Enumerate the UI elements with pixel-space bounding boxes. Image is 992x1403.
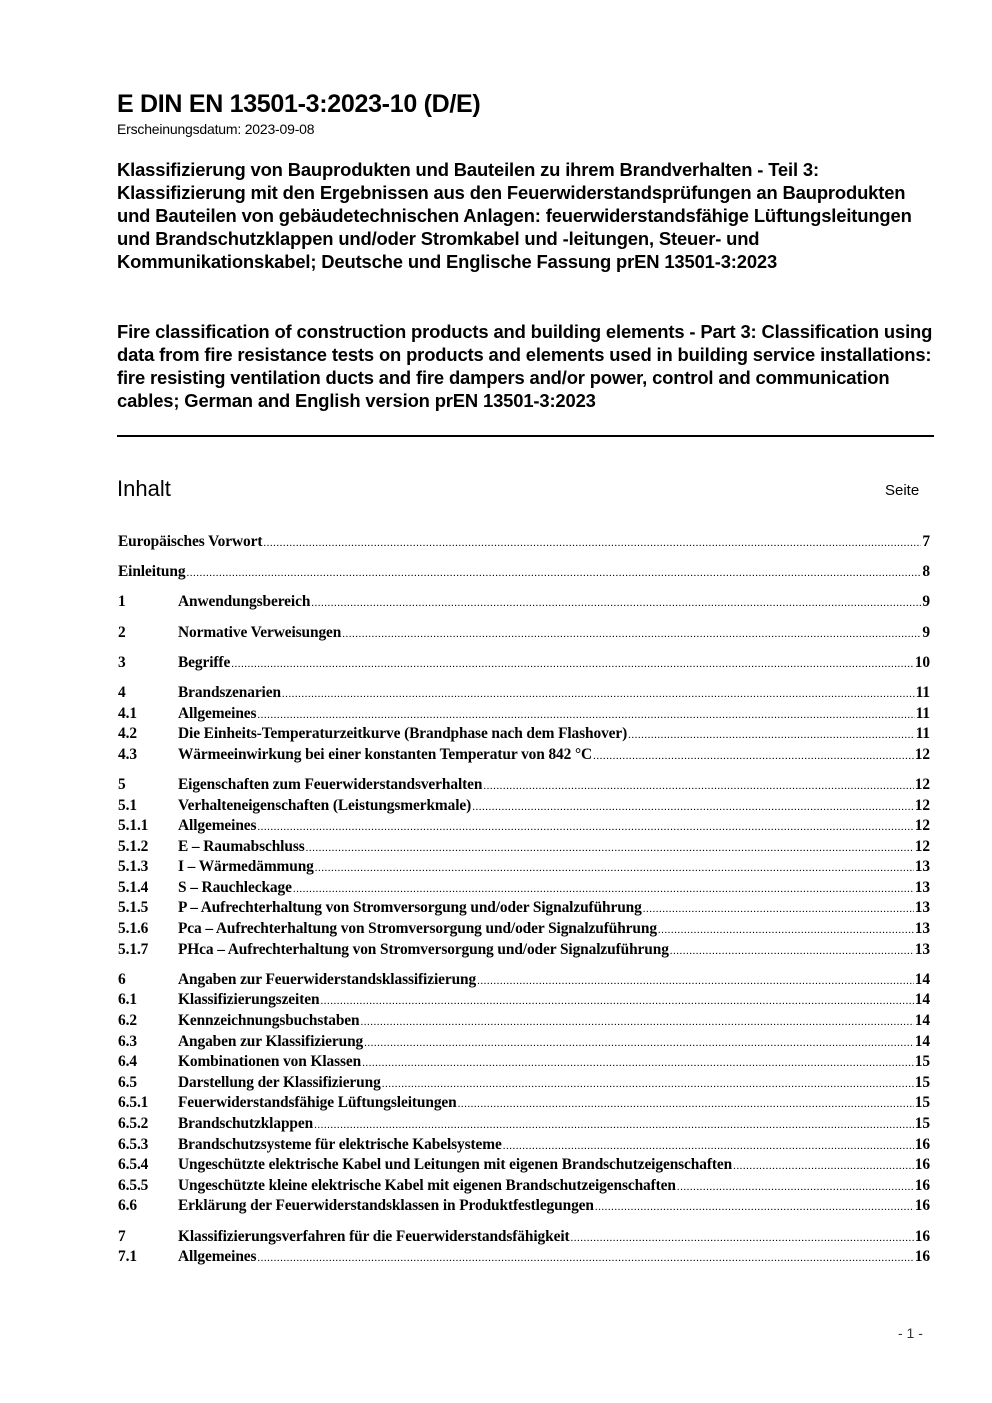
toc-dot-leader xyxy=(315,862,914,874)
toc-entry[interactable] xyxy=(118,1136,930,1157)
toc-dot-leader xyxy=(364,1037,914,1049)
toc-entry-number: 6.3 xyxy=(118,1032,137,1050)
toc-entry-number: 5 xyxy=(118,775,126,793)
toc-entry-number: 5.1.4 xyxy=(118,878,149,896)
toc-entry-label: Kennzeichnungsbuchstaben xyxy=(178,1012,360,1030)
title-divider xyxy=(117,435,934,437)
toc-entry-label: Europäisches Vorwort xyxy=(118,533,263,550)
toc-entry-number: 5.1.2 xyxy=(118,837,149,855)
toc-entry-page: 13 xyxy=(914,878,930,896)
toc-dot-leader xyxy=(503,1140,914,1152)
toc-dot-leader xyxy=(186,567,921,579)
table-of-contents xyxy=(118,533,930,1269)
toc-entry-label: Angaben zur Feuerwiderstandsklassifizierung xyxy=(178,970,477,988)
toc-entry-number: 4 xyxy=(118,683,126,701)
toc-entry-label: Die Einheits-Temperaturzeitkurve (Brandphase nach dem Flashover) xyxy=(178,725,628,743)
toc-entry-page: 12 xyxy=(914,817,930,835)
toc-heading: Inhalt xyxy=(117,476,171,501)
toc-entry-number: 6.5.3 xyxy=(118,1135,149,1153)
toc-entry[interactable] xyxy=(118,624,930,645)
toc-entry-number: 3 xyxy=(118,653,126,671)
toc-entry-label: Feuerwiderstandsfähige Lüftungsleitungen xyxy=(178,1094,457,1112)
toc-dot-leader xyxy=(257,1252,913,1264)
toc-entry-label: Allgemeines xyxy=(178,1248,257,1266)
toc-entry-number: 4.2 xyxy=(118,725,137,743)
toc-entry-label: PHca – Aufrechterhaltung von Stromversorgung und/oder Signalzuführung xyxy=(178,940,669,958)
toc-entry-page: 14 xyxy=(914,1012,930,1030)
toc-entry[interactable] xyxy=(118,705,930,726)
toc-entry-label: Verhalteneigenschaften (Leistungsmerkmale) xyxy=(178,796,472,814)
toc-entry-page: 11 xyxy=(915,725,930,743)
toc-entry-label: S – Rauchleckage xyxy=(178,878,292,896)
toc-dot-leader xyxy=(677,1181,914,1193)
toc-dot-leader xyxy=(342,628,921,640)
toc-dot-leader xyxy=(293,883,914,895)
toc-entry[interactable] xyxy=(118,1197,930,1218)
toc-entry-page: 16 xyxy=(914,1135,930,1153)
toc-entry-number: 5.1.1 xyxy=(118,817,149,835)
toc-entry-page: 16 xyxy=(914,1197,930,1215)
toc-entry-label: Allgemeines xyxy=(178,817,257,835)
toc-entry-page: 13 xyxy=(914,940,930,958)
toc-dot-leader xyxy=(571,1232,914,1244)
toc-entry-label: Eigenschaften zum Feuerwiderstandsverhalten xyxy=(178,775,483,793)
toc-entry[interactable] xyxy=(118,1094,930,1115)
toc-entry[interactable] xyxy=(118,1074,930,1095)
toc-entry-page: 12 xyxy=(914,796,930,814)
toc-entry-label: E – Raumabschluss xyxy=(178,837,305,855)
toc-entry[interactable] xyxy=(118,1228,930,1249)
toc-entry-page: 15 xyxy=(914,1053,930,1071)
toc-entry[interactable] xyxy=(118,654,930,675)
toc-entry-label: Pca – Aufrechterhaltung von Stromversorgung und/oder Signalzuführung xyxy=(178,920,657,938)
toc-dot-leader xyxy=(733,1160,914,1172)
toc-entry-page: 11 xyxy=(915,683,930,701)
toc-entry-number: 6.1 xyxy=(118,991,137,1009)
toc-entry[interactable] xyxy=(118,746,930,767)
toc-page-label: Seite xyxy=(885,482,920,499)
toc-dot-leader xyxy=(595,1201,914,1213)
toc-entry-number: 6.6 xyxy=(118,1197,137,1215)
toc-entry-number: 5.1 xyxy=(118,796,137,814)
document-id: E DIN EN 13501-3:2023-10 (D/E) xyxy=(117,90,481,118)
toc-dot-leader xyxy=(483,780,913,792)
toc-dot-leader xyxy=(360,1016,913,1028)
toc-entry[interactable] xyxy=(118,941,930,962)
toc-entry-number: 5.1.6 xyxy=(118,920,149,938)
toc-entry-page: 9 xyxy=(922,593,930,611)
toc-entry[interactable] xyxy=(118,838,930,859)
toc-entry[interactable] xyxy=(118,1033,930,1054)
publication-date: Erscheinungsdatum: 2023-09-08 xyxy=(117,121,315,137)
toc-entry-label: Normative Verweisungen xyxy=(178,623,342,641)
toc-entry-number: 4.3 xyxy=(118,745,137,763)
toc-entry[interactable] xyxy=(118,593,930,614)
title-german: Klassifizierung von Bauprodukten und Bauteilen zu ihrem Brandverhalten - Teil 3: Klassifizierung mit den Ergebnissen aus den Feuerwiderstandsprüfungen an Bauprodukten und Bauteilen von gebäudetechnischen Anlagen: feuerwiderstandsfähige Lüftungsleitungen und Brandschutzklappen und/oder Stromkabel und -leitungen, Steuer- und Kommunikationskabel; Deutsche und Englische Fassung prEN 13501-3:2023 xyxy=(117,159,912,272)
toc-entry-label: Angaben zur Klassifizierung xyxy=(178,1032,364,1050)
toc-dot-leader xyxy=(320,995,913,1007)
toc-entry-number: 4.1 xyxy=(118,704,137,722)
toc-entry-label: P – Aufrechterhaltung von Stromversorgung und/oder Signalzuführung xyxy=(178,899,642,917)
toc-dot-leader xyxy=(670,945,914,957)
toc-dot-leader xyxy=(282,688,915,700)
toc-dot-leader xyxy=(314,1119,914,1131)
toc-entry-page: 10 xyxy=(914,653,930,671)
toc-entry[interactable] xyxy=(118,684,930,705)
toc-entry-page: 16 xyxy=(914,1248,930,1266)
toc-entry-label: Darstellung der Klassifizierung xyxy=(178,1073,381,1091)
toc-entry-page: 15 xyxy=(914,1115,930,1132)
toc-entry-number: 6.5.2 xyxy=(118,1115,149,1132)
toc-entry[interactable] xyxy=(118,1115,930,1136)
toc-entry-page: 14 xyxy=(914,991,930,1009)
toc-entry-number: 6.4 xyxy=(118,1053,137,1071)
toc-entry[interactable] xyxy=(118,1248,930,1269)
toc-entry-label: Anwendungsbereich xyxy=(178,593,311,611)
toc-entry-page: 11 xyxy=(915,704,930,722)
toc-entry-label: Klassifizierungszeiten xyxy=(178,991,320,1009)
toc-entry-page: 14 xyxy=(914,970,930,988)
toc-entry-label: Ungeschützte kleine elektrische Kabel mit eigenen Brandschutzeigenschaften xyxy=(178,1176,676,1194)
toc-entry-number: 6.5 xyxy=(118,1073,137,1091)
toc-entry-page: 13 xyxy=(914,858,930,876)
toc-entry-label: Brandszenarien xyxy=(178,683,281,701)
toc-entry-page: 15 xyxy=(914,1094,930,1112)
toc-entry-number: 5.1.7 xyxy=(118,940,149,958)
toc-entry-number: 6 xyxy=(118,970,126,988)
toc-entry-number: 6.5.4 xyxy=(118,1156,149,1174)
toc-entry-label: Wärmeeinwirkung bei einer konstanten Temperatur von 842 °C xyxy=(178,745,593,763)
toc-entry-label: Brandschutzklappen xyxy=(178,1115,314,1132)
toc-entry-number: 2 xyxy=(118,623,126,641)
page-number: - 1 - xyxy=(898,1325,923,1341)
toc-entry-number: 1 xyxy=(118,593,126,611)
toc-entry[interactable] xyxy=(118,920,930,941)
toc-entry-page: 9 xyxy=(922,623,930,641)
toc-entry-page: 16 xyxy=(914,1156,930,1174)
toc-dot-leader xyxy=(257,821,913,833)
toc-entry[interactable] xyxy=(118,971,930,992)
toc-dot-leader xyxy=(231,658,914,670)
toc-entry-label: Brandschutzsysteme für elektrische Kabelsysteme xyxy=(178,1135,502,1153)
toc-entry-label: Erklärung der Feuerwiderstandsklassen in Produktfestlegungen xyxy=(178,1197,594,1215)
toc-entry-page: 12 xyxy=(914,775,930,793)
toc-entry-page: 13 xyxy=(914,920,930,938)
toc-entry-page: 14 xyxy=(914,1032,930,1050)
toc-dot-leader xyxy=(593,750,914,762)
title-english: Fire classification of construction products and building elements - Part 3: Classification using data from fire resistance tests on products and elements used in building service installations: fire resisting ventilation ducts and fire dampers and/or power, control and communication cables; German and English version prEN 13501-3:2023 xyxy=(117,321,933,411)
toc-entry-page: 7 xyxy=(922,533,930,550)
toc-dot-leader xyxy=(643,903,914,915)
toc-entry[interactable] xyxy=(118,991,930,1012)
toc-entry-page: 13 xyxy=(914,899,930,917)
toc-entry[interactable] xyxy=(118,1012,930,1033)
toc-entry-number: 5.1.5 xyxy=(118,899,149,917)
toc-entry[interactable] xyxy=(118,797,930,818)
toc-entry-label: I – Wärmedämmung xyxy=(178,858,314,876)
toc-entry-number: 6.5.5 xyxy=(118,1176,149,1194)
toc-entry-label: Einleitung xyxy=(118,563,186,581)
toc-dot-leader xyxy=(477,975,914,987)
toc-dot-leader xyxy=(628,729,914,741)
toc-entry-label: Allgemeines xyxy=(178,704,257,722)
toc-entry-number: 5.1.3 xyxy=(118,858,149,876)
toc-dot-leader xyxy=(257,709,914,721)
toc-entry[interactable] xyxy=(118,1177,930,1198)
toc-entry-label: Ungeschützte elektrische Kabel und Leitungen mit eigenen Brandschutzeigenschaften xyxy=(178,1156,733,1174)
toc-entry-page: 12 xyxy=(914,837,930,855)
toc-dot-leader xyxy=(362,1057,914,1069)
toc-entry-number: 7 xyxy=(118,1227,126,1245)
toc-dot-leader xyxy=(472,801,914,813)
toc-entry[interactable] xyxy=(118,879,930,900)
toc-dot-leader xyxy=(382,1078,914,1090)
toc-entry-page: 16 xyxy=(914,1227,930,1245)
toc-dot-leader xyxy=(311,597,921,609)
toc-entry-number: 6.5.1 xyxy=(118,1094,149,1112)
toc-entry[interactable] xyxy=(118,899,930,920)
toc-entry-page: 12 xyxy=(914,745,930,763)
toc-entry[interactable] xyxy=(118,725,930,746)
toc-entry[interactable] xyxy=(118,817,930,838)
toc-entry-label: Begriffe xyxy=(178,653,231,671)
toc-dot-leader xyxy=(458,1098,914,1110)
toc-entry-label: Kombinationen von Klassen xyxy=(178,1053,362,1071)
toc-entry[interactable] xyxy=(118,858,930,879)
toc-entry[interactable] xyxy=(118,1156,930,1177)
toc-entry-page: 15 xyxy=(914,1073,930,1091)
toc-entry[interactable] xyxy=(118,563,930,584)
toc-entry[interactable] xyxy=(118,1053,930,1074)
toc-entry-number: 7.1 xyxy=(118,1248,137,1266)
toc-entry[interactable] xyxy=(118,776,930,797)
toc-entry-page: 16 xyxy=(914,1176,930,1194)
toc-dot-leader xyxy=(263,537,921,549)
toc-dot-leader xyxy=(306,842,914,854)
toc-entry-page: 8 xyxy=(922,563,930,581)
toc-dot-leader xyxy=(658,924,914,936)
toc-entry[interactable] xyxy=(118,533,930,554)
toc-entry-label: Klassifizierungsverfahren für die Feuerwiderstandsfähigkeit xyxy=(178,1227,570,1245)
toc-entry-number: 6.2 xyxy=(118,1012,137,1030)
